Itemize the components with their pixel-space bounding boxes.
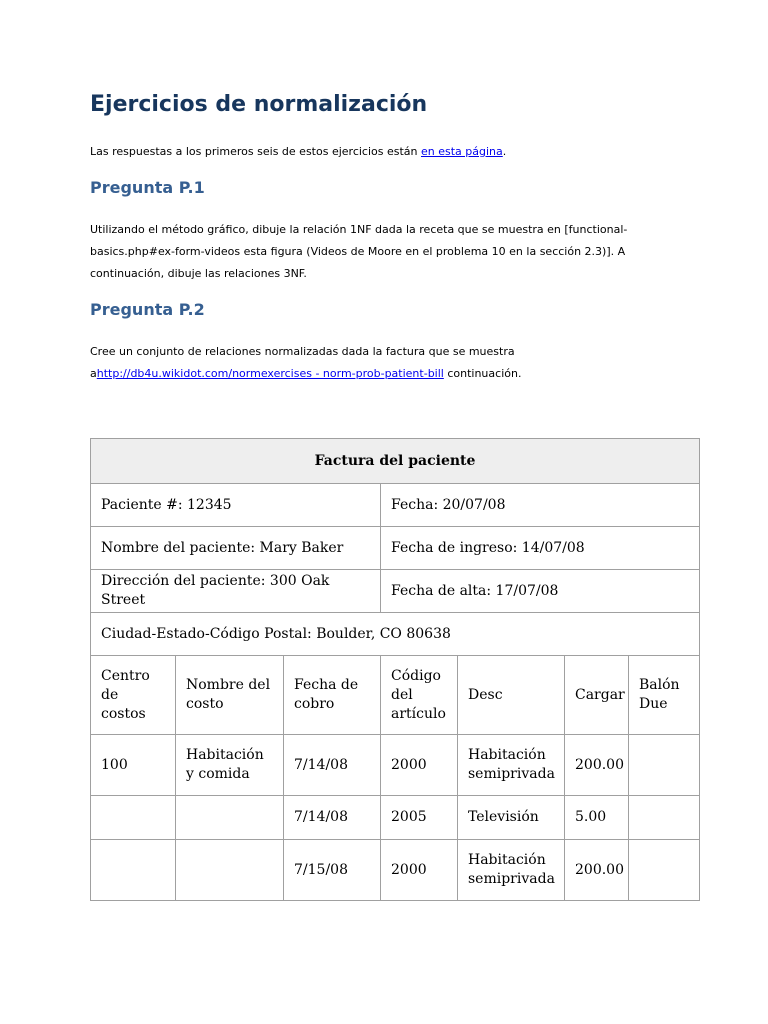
table-cell: Habitación y comida	[176, 735, 284, 796]
table-cell	[91, 796, 176, 840]
page-title: Ejercicios de normalización	[90, 92, 428, 117]
question-1-heading: Pregunta P.1	[90, 178, 205, 197]
table-cell	[176, 796, 284, 840]
patient-name: Nombre del paciente: Mary Baker	[91, 527, 381, 570]
question-2-text	[90, 341, 698, 385]
table-cell: 100	[91, 735, 176, 796]
patient-address: Dirección del paciente: 300 Oak Street	[91, 570, 381, 613]
column-header: Fecha de cobro	[284, 656, 381, 735]
q2-suffix: continuación.	[443, 367, 522, 380]
question-1-text	[90, 219, 698, 285]
table-cell: 2000	[381, 735, 458, 796]
bill-title: Factura del paciente	[91, 439, 700, 484]
city-state-zip: Ciudad-Estado-Código Postal: Boulder, CO 80638	[91, 613, 700, 656]
answers-link[interactable]: en esta página	[421, 145, 503, 158]
admit-date: Fecha de ingreso: 14/07/08	[381, 527, 700, 570]
patient-bill-table	[90, 438, 700, 901]
table-cell: Habitación semiprivada	[458, 735, 565, 796]
table-cell: 2000	[381, 840, 458, 901]
table-cell: 7/14/08	[284, 796, 381, 840]
intro-text: Las respuestas a los primeros seis de estos ejercicios están	[90, 145, 421, 158]
table-cell: 200.00	[565, 735, 629, 796]
q1-line: continuación, dibuje las relaciones 3NF.	[90, 267, 307, 280]
bill-date: Fecha: 20/07/08	[381, 484, 700, 527]
table-row	[91, 735, 700, 796]
table-row	[91, 840, 700, 901]
column-header: Centro de costos	[91, 656, 176, 735]
intro-end: .	[502, 145, 507, 158]
column-header: Código del artículo	[381, 656, 458, 735]
table-cell: Habitación semiprivada	[458, 840, 565, 901]
table-cell	[91, 840, 176, 901]
question-2-heading: Pregunta P.2	[90, 300, 205, 319]
table-cell	[629, 840, 700, 901]
table-cell: 5.00	[565, 796, 629, 840]
q1-line: basics.php#ex-form-videos esta figura (Videos de Moore en el problema 10 en la sección 2.3)]. A	[90, 245, 626, 258]
intro-paragraph	[90, 145, 506, 158]
table-cell	[629, 735, 700, 796]
patient-bill-link[interactable]: http://db4u.wikidot.com/normexercises - norm-prob-patient-bill	[96, 367, 444, 380]
patient-number: Paciente #: 12345	[91, 484, 381, 527]
column-header: Desc	[458, 656, 565, 735]
table-cell: 7/14/08	[284, 735, 381, 796]
column-header: Balón Due	[629, 656, 700, 735]
table-cell: 2005	[381, 796, 458, 840]
table-cell	[176, 840, 284, 901]
table-row	[91, 796, 700, 840]
table-cell: 7/15/08	[284, 840, 381, 901]
q2-line-1: Cree un conjunto de relaciones normalizadas dada la factura que se muestra	[90, 345, 515, 358]
discharge-date: Fecha de alta: 17/07/08	[381, 570, 700, 613]
table-cell: 200.00	[565, 840, 629, 901]
q1-line: Utilizando el método gráfico, dibuje la relación 1NF dada la receta que se muestra en [functional-	[90, 223, 628, 236]
table-cell	[629, 796, 700, 840]
column-header: Cargar	[565, 656, 629, 735]
column-header: Nombre del costo	[176, 656, 284, 735]
table-cell: Televisión	[458, 796, 565, 840]
q2-line-2	[90, 363, 698, 385]
q2-prefix: a	[90, 367, 97, 380]
